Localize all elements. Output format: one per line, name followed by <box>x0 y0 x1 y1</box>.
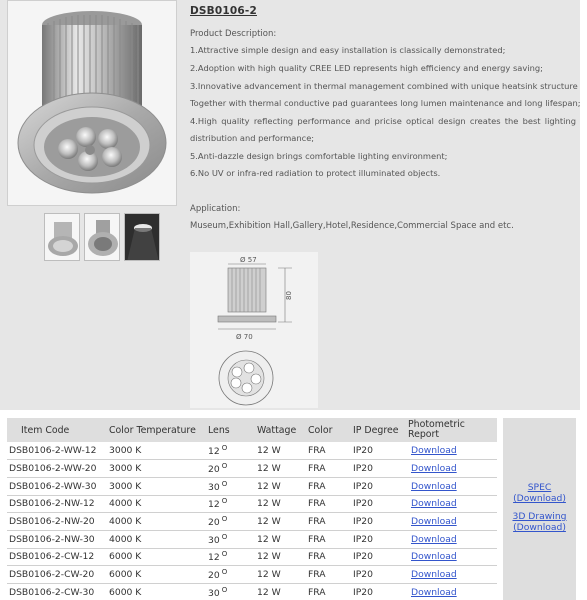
cell-lens <box>206 460 251 478</box>
cell-color: FRA <box>306 442 351 460</box>
degree-symbol: O <box>221 515 228 524</box>
bottom-dimension-label: Ø 70 <box>236 333 253 341</box>
thumbnail-light-beam[interactable] <box>124 213 160 261</box>
cell-ip-degree: IP20 <box>351 460 406 478</box>
header-wattage: Wattage <box>251 418 306 442</box>
cell-ip-degree: IP20 <box>351 548 406 566</box>
cell-lens <box>206 566 251 584</box>
cell-item-code: DSB0106-2-WW-30 <box>7 477 107 495</box>
cell-wattage: 12 W <box>251 530 306 548</box>
table-row <box>7 566 497 584</box>
product-model-title: DSB0106-2 <box>190 5 257 17</box>
header-color-temperature: Color Temperature <box>107 418 206 442</box>
cell-ip-degree: IP20 <box>351 566 406 584</box>
download-side-panel <box>503 418 576 600</box>
description-line-1: 1.Attractive simple design and easy installation is classically demonstrated; <box>190 45 506 55</box>
cell-ip-degree: IP20 <box>351 584 406 600</box>
cell-photometric-report <box>406 442 497 460</box>
header-item-code: Item Code <box>7 418 107 442</box>
cell-ip-degree: IP20 <box>351 477 406 495</box>
description-line-7: 5.Anti-dazzle design brings comfortable lighting environment; <box>190 151 448 161</box>
photometric-download-link[interactable]: Download <box>411 569 457 581</box>
description-line-4: Together with thermal conductive pad guarantees long lumen maintenance and long lifespan; <box>190 98 581 108</box>
cell-item-code: DSB0106-2-WW-12 <box>7 442 107 460</box>
lens-angle: 20 <box>208 517 220 529</box>
cell-wattage: 12 W <box>251 477 306 495</box>
header-ip-degree: IP Degree <box>351 418 406 442</box>
lens-angle: 12 <box>208 446 220 458</box>
cell-ip-degree: IP20 <box>351 513 406 531</box>
header-lens: Lens <box>206 418 251 442</box>
photometric-download-link[interactable]: Download <box>411 516 457 528</box>
cell-photometric-report <box>406 495 497 513</box>
application-label: Application: <box>190 204 241 214</box>
cell-photometric-report <box>406 477 497 495</box>
description-line-5: 4.High quality reflecting performance and pricise optical design creates the best lighting <box>190 116 576 126</box>
table-header-row <box>7 418 497 442</box>
cell-color: FRA <box>306 530 351 548</box>
lens-angle: 30 <box>208 481 220 493</box>
cell-wattage: 12 W <box>251 548 306 566</box>
description-line-3: 3.Innovative advancement in thermal management combined with unique heatsink structure <box>190 81 578 91</box>
downlight-illustration <box>8 1 177 206</box>
cell-photometric-report <box>406 460 497 478</box>
photometric-download-link[interactable]: Download <box>411 498 457 510</box>
header-color: Color <box>306 418 351 442</box>
degree-symbol: O <box>221 479 228 488</box>
thumbnail-product-front[interactable] <box>84 213 120 261</box>
cell-lens <box>206 513 251 531</box>
cell-color-temperature: 4000 K <box>107 530 206 548</box>
cell-color-temperature: 6000 K <box>107 566 206 584</box>
cell-color: FRA <box>306 566 351 584</box>
photometric-download-link[interactable]: Download <box>411 463 457 475</box>
cell-item-code: DSB0106-2-NW-12 <box>7 495 107 513</box>
thumbnail-strip <box>44 213 160 261</box>
cell-lens <box>206 495 251 513</box>
cell-color: FRA <box>306 495 351 513</box>
cell-color-temperature: 3000 K <box>107 460 206 478</box>
cell-ip-degree: IP20 <box>351 495 406 513</box>
cell-color: FRA <box>306 584 351 600</box>
table-row <box>7 513 497 531</box>
degree-symbol: O <box>221 532 228 541</box>
cell-photometric-report <box>406 548 497 566</box>
cell-color-temperature: 4000 K <box>107 513 206 531</box>
degree-symbol: O <box>221 497 228 506</box>
degree-symbol: O <box>221 444 228 453</box>
degree-symbol: O <box>221 462 228 471</box>
cell-color-temperature: 3000 K <box>107 477 206 495</box>
table-row <box>7 460 497 478</box>
cell-color: FRA <box>306 477 351 495</box>
dimension-drawing-front-view <box>219 351 273 405</box>
degree-symbol: O <box>221 550 228 559</box>
lens-angle: 12 <box>208 552 220 564</box>
cell-item-code: DSB0106-2-NW-30 <box>7 530 107 548</box>
description-line-2: 2.Adoption with high quality CREE LED represents high efficiency and energy saving; <box>190 63 543 73</box>
table-row <box>7 477 497 495</box>
dimension-drawing-side-view <box>218 256 293 341</box>
cell-lens <box>206 584 251 600</box>
cell-lens <box>206 530 251 548</box>
3d-drawing-link-text: 3D Drawing <box>512 511 567 522</box>
cell-photometric-report <box>406 566 497 584</box>
cell-wattage: 12 W <box>251 584 306 600</box>
cell-lens <box>206 548 251 566</box>
lens-angle: 30 <box>208 534 220 546</box>
cell-ip-degree: IP20 <box>351 530 406 548</box>
description-line-6: distribution and performance; <box>190 133 315 143</box>
top-dimension-label: Ø 57 <box>240 256 257 264</box>
table-row <box>7 584 497 600</box>
description-line-8: 6.No UV or infra-red radiation to protect illuminated objects. <box>190 168 441 178</box>
cell-lens <box>206 442 251 460</box>
degree-symbol: O <box>221 585 228 594</box>
table-row <box>7 495 497 513</box>
lens-angle: 20 <box>208 570 220 582</box>
cell-color: FRA <box>306 548 351 566</box>
technical-drawing <box>190 252 318 408</box>
photometric-download-link[interactable]: Download <box>411 551 457 563</box>
cell-item-code: DSB0106-2-WW-20 <box>7 460 107 478</box>
cell-color-temperature: 3000 K <box>107 442 206 460</box>
table-row <box>7 530 497 548</box>
spec-download-link[interactable] <box>503 482 576 504</box>
thumbnail-product-side[interactable] <box>44 213 80 261</box>
cell-photometric-report <box>406 584 497 600</box>
spec-link-text: SPEC <box>527 482 552 493</box>
lens-angle: 20 <box>208 464 220 476</box>
cell-item-code: DSB0106-2-CW-30 <box>7 584 107 600</box>
cell-color-temperature: 6000 K <box>107 584 206 600</box>
cell-lens <box>206 477 251 495</box>
spec-link-download-text: (Download) <box>513 493 566 504</box>
cell-wattage: 12 W <box>251 566 306 584</box>
table-row <box>7 442 497 460</box>
lens-angle: 12 <box>208 499 220 511</box>
cell-photometric-report <box>406 513 497 531</box>
cell-wattage: 12 W <box>251 442 306 460</box>
main-product-image[interactable] <box>7 0 177 206</box>
cell-photometric-report <box>406 530 497 548</box>
3d-drawing-download-link[interactable] <box>503 511 576 533</box>
photometric-download-link[interactable]: Download <box>411 533 457 545</box>
cell-wattage: 12 W <box>251 495 306 513</box>
cell-wattage: 12 W <box>251 513 306 531</box>
cell-ip-degree: IP20 <box>351 442 406 460</box>
cell-item-code: DSB0106-2-NW-20 <box>7 513 107 531</box>
cell-color: FRA <box>306 460 351 478</box>
height-dimension-label: 80 <box>285 291 293 300</box>
spec-table-body <box>7 442 497 600</box>
cell-item-code: DSB0106-2-CW-12 <box>7 548 107 566</box>
spec-table <box>7 418 497 600</box>
cell-wattage: 12 W <box>251 460 306 478</box>
header-photometric-report: Photometric Report <box>406 418 497 442</box>
cell-color: FRA <box>306 513 351 531</box>
cell-color-temperature: 4000 K <box>107 495 206 513</box>
photometric-download-link[interactable]: Download <box>411 445 457 457</box>
application-text: Museum,Exhibition Hall,Gallery,Hotel,Residence,Commercial Space and etc. <box>190 221 514 231</box>
lens-angle: 30 <box>208 587 220 599</box>
degree-symbol: O <box>221 568 228 577</box>
cell-color-temperature: 6000 K <box>107 548 206 566</box>
photometric-download-link[interactable]: Download <box>411 480 457 492</box>
table-row <box>7 548 497 566</box>
photometric-download-link[interactable]: Download <box>411 586 457 598</box>
description-label: Product Description: <box>190 29 277 39</box>
cell-item-code: DSB0106-2-CW-20 <box>7 566 107 584</box>
3d-drawing-link-download-text: (Download) <box>513 522 566 533</box>
